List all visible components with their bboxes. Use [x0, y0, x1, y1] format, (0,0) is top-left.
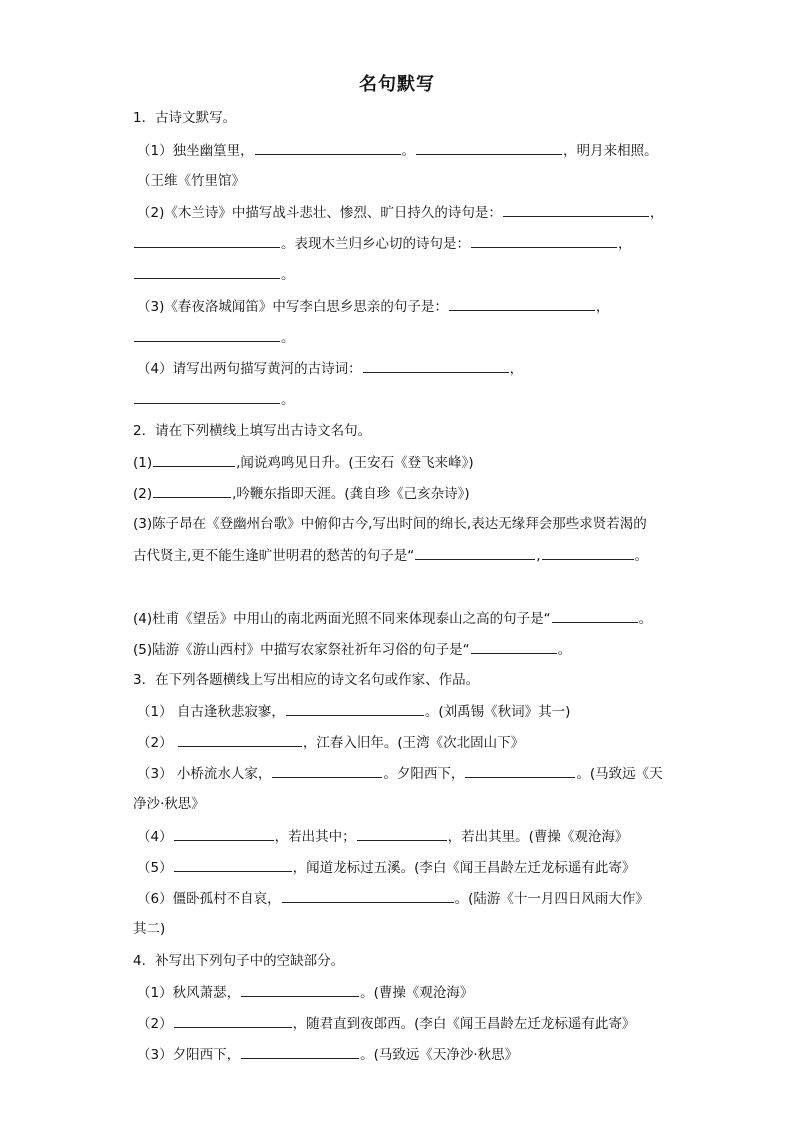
q1-text: 。: [401, 143, 416, 159]
answer-blank[interactable]: [282, 888, 454, 903]
q1-text: 。: [281, 392, 295, 408]
q2-item-1: [133, 452, 678, 473]
q1-item-1-source: （王维《竹里馆》: [137, 173, 245, 189]
q1-text: （4）请写出两句描写黄河的古诗词：: [137, 361, 362, 377]
q3-item-3-cont: 净沙·秋思》: [133, 796, 205, 812]
q3-text: （3） 小桥流水人家，: [137, 766, 272, 782]
answer-blank[interactable]: [134, 389, 280, 404]
q1-item-2: [137, 202, 682, 223]
answer-blank[interactable]: [503, 202, 649, 217]
answer-blank[interactable]: [174, 826, 274, 841]
q1-item-3: [137, 296, 682, 317]
answer-blank[interactable]: [465, 763, 575, 778]
q3-text: （5）: [137, 860, 173, 876]
q2-text: ,吟鞭东指即天涯。(龚自珍《己亥杂诗》): [232, 486, 470, 502]
q2-text: (4)杜甫《望岳》中用山的南北两面光照不同来体现泰山之高的句子是“: [133, 611, 551, 627]
answer-blank[interactable]: [471, 233, 617, 248]
q1-item-2-end: [133, 264, 678, 285]
q3-item-4: [137, 826, 682, 847]
q1-text: ，: [595, 299, 610, 315]
answer-blank[interactable]: [134, 264, 280, 279]
q2-text: (1): [133, 455, 153, 471]
answer-blank[interactable]: [471, 639, 557, 654]
q1-text: （3)《春夜洛城闻笛》中写李白思乡思亲的句子是：: [137, 299, 448, 315]
q2-item-2: [133, 483, 678, 504]
q3-item-5: [137, 857, 682, 878]
answer-blank[interactable]: [153, 483, 231, 498]
q1-heading: 1．古诗文默写。: [133, 110, 237, 126]
q3-heading: 3．在下列各题横线上写出相应的诗文名句或作家、作品。: [133, 672, 480, 688]
q3-item-1: [137, 701, 682, 722]
answer-blank[interactable]: [542, 545, 634, 560]
q2-item-3: (3)陈子昂在《登幽州台歌》中俯仰古今,写出时间的绵长,表达无缘拜会那些求贤若渴的: [133, 516, 647, 532]
q3-item-6-cont: 其二): [133, 921, 166, 937]
q1-item-3-end: [133, 327, 678, 348]
q1-text: （1）独坐幽篁里，: [137, 143, 254, 159]
q2-item-3-cont: [133, 545, 678, 566]
answer-blank[interactable]: [178, 732, 302, 747]
answer-blank[interactable]: [241, 982, 359, 997]
q1-text: ，: [509, 361, 524, 377]
q3-text: （4）: [137, 829, 173, 845]
q4-text: ，随君直到夜郎西。(李白《闻王昌龄左迁龙标遥有此寄》: [292, 1016, 636, 1032]
q1-item-4-end: [133, 389, 678, 410]
answer-blank[interactable]: [416, 140, 562, 155]
q3-text: ，若出其中；: [274, 829, 356, 845]
answer-blank[interactable]: [286, 701, 424, 716]
q2-text: (5)陆游《游山西村》中描写农家祭社祈年习俗的句子是“: [133, 642, 470, 658]
q3-text: 。夕阳西下，: [383, 766, 465, 782]
q4-item-3: [137, 1044, 682, 1065]
answer-blank[interactable]: [134, 327, 280, 342]
q1-text: 。: [281, 330, 295, 346]
page-title: 名句默写: [359, 74, 435, 95]
q2-heading: 2．请在下列横线上填写出古诗文名句。: [133, 423, 372, 439]
q2-text: (2): [133, 486, 153, 502]
q3-item-3: [137, 763, 682, 784]
q2-item-5: [133, 639, 678, 660]
answer-blank[interactable]: [153, 452, 235, 467]
q4-item-1: [137, 982, 682, 1003]
q1-item-2-cont: [133, 233, 678, 254]
q3-text: （6）僵卧孤村不自哀，: [137, 891, 281, 907]
q3-text: 。(马致远《天: [576, 766, 663, 782]
q3-text: ，江春入旧年。(王湾《次北固山下》: [302, 735, 525, 751]
answer-blank[interactable]: [134, 233, 280, 248]
q2-text: 。: [634, 548, 649, 564]
q1-text: 。表现木兰归乡心切的诗句是：: [281, 236, 470, 252]
q4-item-2: [137, 1013, 682, 1034]
answer-blank[interactable]: [449, 296, 595, 311]
answer-blank[interactable]: [174, 857, 292, 872]
q4-text: 。(曹操《观沧海》: [360, 985, 474, 1001]
q3-text: 。(陆游《十一月四日风雨大作》: [454, 891, 649, 907]
q4-text: 。(马致远《天净沙·秋思》: [360, 1047, 519, 1063]
q3-text: ，闻道龙标过五溪。(李白《闻王昌龄左迁龙标遥有此寄》: [292, 860, 636, 876]
q3-text: （1） 自古逢秋悲寂寥，: [137, 704, 285, 720]
answer-blank[interactable]: [272, 763, 382, 778]
q1-text: 。: [281, 267, 295, 283]
answer-blank[interactable]: [174, 1013, 292, 1028]
q4-text: （3）夕阳西下，: [137, 1047, 241, 1063]
q3-item-2: [137, 732, 682, 753]
q2-text: 。: [557, 642, 572, 658]
q1-item-4: [137, 358, 682, 379]
answer-blank[interactable]: [415, 545, 535, 560]
q2-text: ,闻说鸡鸣见日升。(王安石《登飞来峰》): [236, 455, 474, 471]
q1-text: ，明月来相照。: [563, 143, 658, 159]
q2-text: ,: [536, 548, 541, 564]
answer-blank[interactable]: [357, 826, 447, 841]
q4-text: （1）秋风萧瑟，: [137, 985, 241, 1001]
q3-text: （2）: [137, 735, 177, 751]
q1-text: ，: [618, 236, 632, 252]
q1-item-1: [137, 140, 682, 161]
q4-heading: 4．补写出下列句子中的空缺部分。: [133, 953, 345, 969]
q3-text: ，若出其里。(曹操《观沧海》: [447, 829, 629, 845]
q3-text: 。(刘禹锡《秋词》其一): [424, 704, 571, 720]
answer-blank[interactable]: [255, 140, 401, 155]
q2-item-4: [133, 608, 678, 629]
q4-text: （2）: [137, 1016, 173, 1032]
answer-blank[interactable]: [552, 608, 638, 623]
q2-text: 。: [638, 611, 653, 627]
q1-text: ，: [649, 205, 664, 221]
q3-item-6: [137, 888, 682, 909]
answer-blank[interactable]: [241, 1044, 359, 1059]
q2-text: 古代贤主,更不能生逢旷世明君的愁苦的句子是“: [133, 548, 415, 564]
q1-text: （2)《木兰诗》中描写战斗悲壮、惨烈、旷日持久的诗句是：: [137, 205, 502, 221]
answer-blank[interactable]: [363, 358, 509, 373]
